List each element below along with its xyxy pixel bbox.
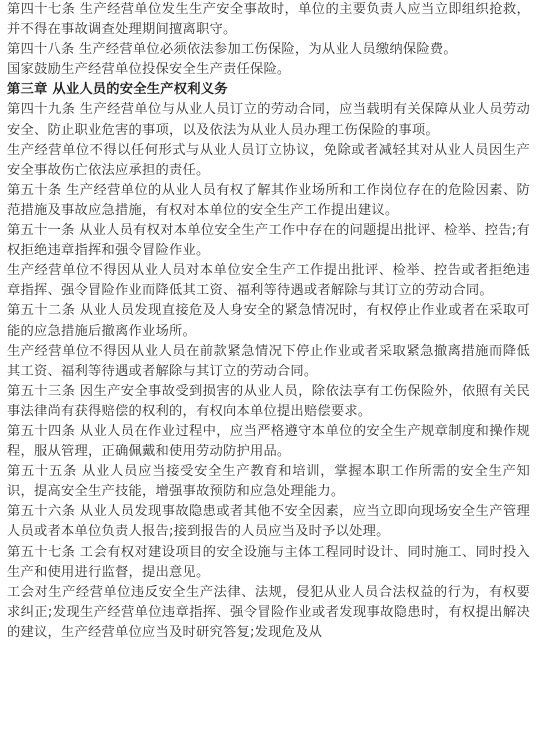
paragraph-article-48: 第四十八条 生产经营单位必须依法参加工伤保险，为从业人员缴纳保险费。 [7, 42, 457, 58]
paragraph-article-50: 第五十条 生产经营单位的从业人员有权了解其作业场所和工作岗位存在的危险因素、防范措施及事故应急措施，有权对本单位的安全生产工作提出建议。 [7, 182, 530, 218]
paragraph-article-49-clause-2: 生产经营单位不得以任何形式与从业人员订立协议，免除或者减轻其对从业人员因生产安全事故伤亡依法应承担的责任。 [7, 142, 530, 178]
paragraph-article-51: 第五十一条 从业人员有权对本单位安全生产工作中存在的问题提出批评、检举、控告;有权拒绝违章指挥和强令冒险作业。 [7, 223, 530, 259]
paragraph-article-53: 第五十三条 因生产安全事故受到损害的从业人员，除依法享有工伤保险外，依照有关民事法律尚有获得赔偿的权利的，有权向本单位提出赔偿要求。 [7, 383, 530, 419]
chapter-heading: 第三章 从业人员的安全生产权利义务 [7, 82, 228, 98]
paragraph-article-57-clause-2: 工会对生产经营单位违反安全生产法律、法规，侵犯从业人员合法权益的行为，有权要求纠正;发现生产经营单位违章指挥、强令冒险作业或者发现事故隐患时，有权提出解决的建议，生产经营单位应当及时研究答复;发现危及从 [7, 584, 530, 640]
paragraph-insurance-encouragement: 国家鼓励生产经营单位投保安全生产责任保险。 [7, 62, 291, 78]
paragraph-article-47: 第四十七条 生产经营单位发生生产安全事故时，单位的主要负责人应当立即组织抢救，并不得在事故调查处理期间擅离职守。 [7, 2, 530, 38]
paragraph-article-54: 第五十四条 从业人员在作业过程中，应当严格遵守本单位的安全生产规章制度和操作规程，服从管理，正确佩戴和使用劳动防护用品。 [7, 423, 530, 460]
paragraph-article-55: 第五十五条 从业人员应当接受安全生产教育和培训，掌握本职工作所需的安全生产知识，提高安全生产技能，增强事故预防和应急处理能力。 [7, 464, 530, 500]
paragraph-article-52: 第五十二条 从业人员发现直接危及人身安全的紧急情况时，有权停止作业或者在采取可能的应急措施后撤离作业场所。 [7, 303, 530, 339]
paragraph-article-57: 第五十七条 工会有权对建设项目的安全设施与主体工程同时设计、同时施工、同时投入生产和使用进行监督，提出意见。 [7, 544, 530, 580]
paragraph-article-51-clause-2: 生产经营单位不得因从业人员对本单位安全生产工作提出批评、检举、控告或者拒绝违章指挥、强令冒险作业而降低其工资、福利等待遇或者解除与其订立的劳动合同。 [7, 263, 530, 299]
paragraph-article-49: 第四十九条 生产经营单位与从业人员订立的劳动合同，应当载明有关保障从业人员劳动安全、防止职业危害的事项，以及依法为从业人员办理工伤保险的事项。 [7, 102, 530, 138]
paragraph-article-52-clause-2: 生产经营单位不得因从业人员在前款紧急情况下停止作业或者采取紧急撤离措施而降低其工资、福利等待遇或者解除与其订立的劳动合同。 [7, 343, 530, 379]
paragraph-article-56: 第五十六条 从业人员发现事故隐患或者其他不安全因素，应当立即向现场安全生产管理人员或者本单位负责人报告;接到报告的人员应当及时予以处理。 [7, 504, 530, 540]
